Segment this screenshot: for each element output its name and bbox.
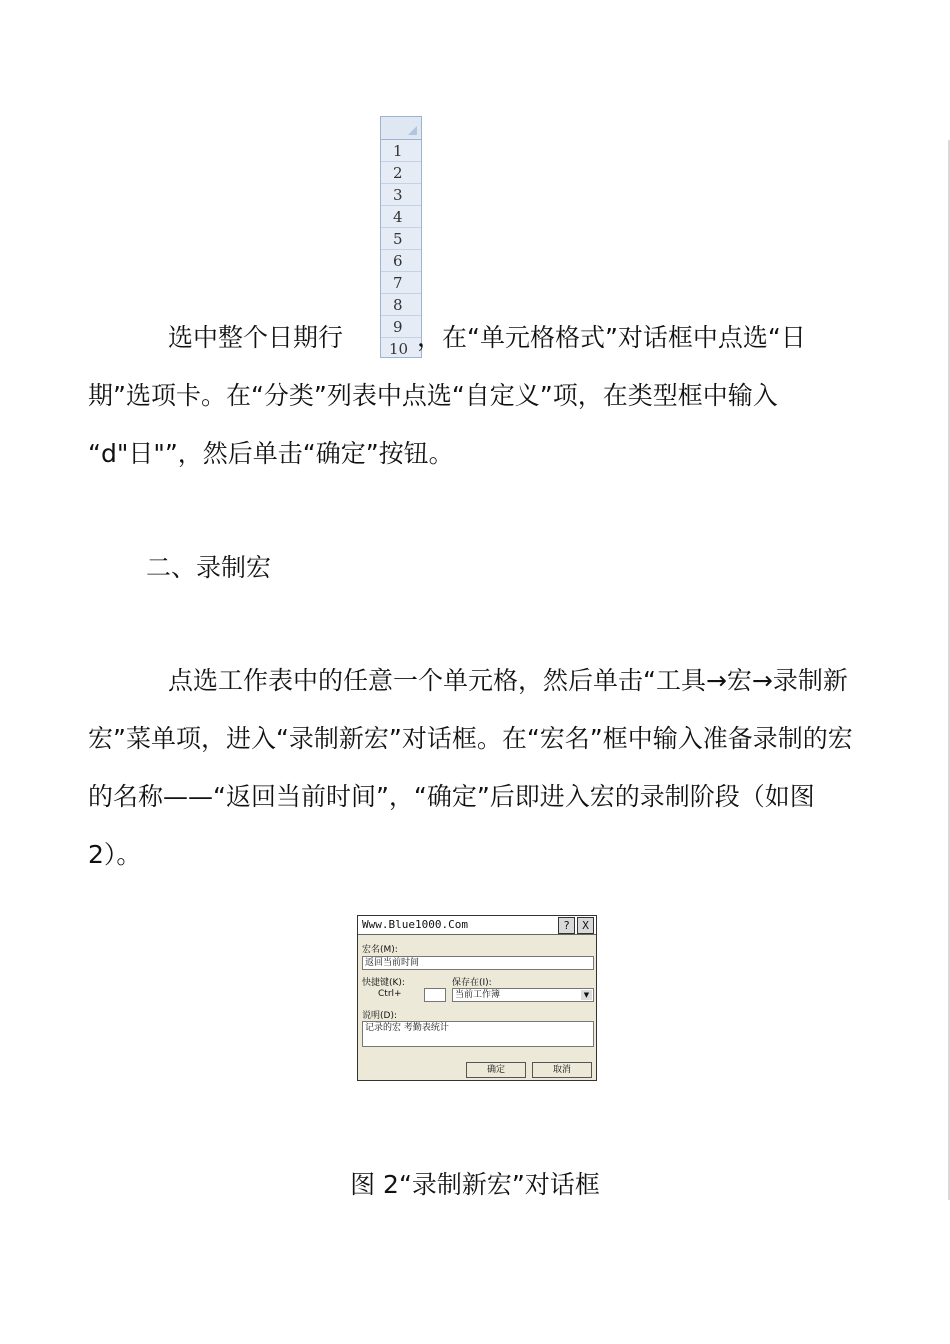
cancel-button[interactable]: 取消: [532, 1062, 592, 1078]
row-header[interactable]: 4: [381, 206, 421, 228]
save-in-value: 当前工作簿: [455, 990, 501, 1000]
ok-button[interactable]: 确定: [466, 1062, 526, 1078]
dialog-title: Www.Blue1000.Com: [362, 918, 468, 931]
corner-triangle-icon: [408, 126, 417, 135]
paragraph-text: ，在“单元格格式”对话框中点选“日: [417, 323, 806, 352]
section-heading: 二、录制宏: [146, 553, 272, 582]
paragraph-line: [88, 309, 858, 367]
chevron-down-icon[interactable]: ▼: [581, 990, 592, 1000]
row-header[interactable]: 1: [381, 140, 421, 162]
help-icon[interactable]: ?: [558, 917, 575, 934]
macro-name-input[interactable]: 返回当前时间: [362, 956, 594, 970]
shortcut-label: 快捷键(K):: [362, 978, 405, 988]
row-header[interactable]: 7: [381, 272, 421, 294]
save-in-select[interactable]: [452, 988, 594, 1002]
paragraph-date-format: [88, 309, 858, 483]
save-in-label: 保存在(I):: [452, 978, 492, 988]
shortcut-input[interactable]: [424, 988, 446, 1002]
row-header[interactable]: 3: [381, 184, 421, 206]
paragraph-text: 选中整个日期行: [168, 323, 344, 352]
description-textarea[interactable]: 记录的宏 考勤表统计: [362, 1021, 594, 1047]
description-label: 说明(D):: [362, 1011, 397, 1021]
row-header[interactable]: 9: [381, 316, 421, 338]
select-all-corner[interactable]: [381, 117, 421, 140]
paragraph-line: “d"日"”，然后单击“确定”按钮。: [88, 439, 454, 468]
row-header[interactable]: 8: [381, 294, 421, 316]
record-macro-dialog: [357, 915, 597, 1081]
paragraph-line: 期”选项卡。在“分类”列表中点选“自定义”项，在类型框中输入: [88, 381, 778, 410]
row-header[interactable]: 10: [389, 340, 409, 358]
row-header[interactable]: 6: [381, 250, 421, 272]
row-header[interactable]: 2: [381, 162, 421, 184]
close-icon[interactable]: X: [577, 917, 594, 934]
ctrl-label: Ctrl+: [378, 989, 402, 999]
paragraph-record-macro: 点选工作表中的任意一个单元格，然后单击“工具→宏→录制新宏”菜单项，进入“录制新宏”对话框。在“宏名”框中输入准备录制的宏的名称——“返回当前时间”，“确定”后即进入宏的录制阶段（如图 2）。: [88, 666, 853, 869]
macro-name-label: 宏名(M):: [362, 945, 398, 955]
dialog-titlebar[interactable]: [358, 916, 596, 935]
row-header[interactable]: 5: [381, 228, 421, 250]
figure-caption: 图 2“录制新宏”对话框: [350, 1170, 600, 1199]
